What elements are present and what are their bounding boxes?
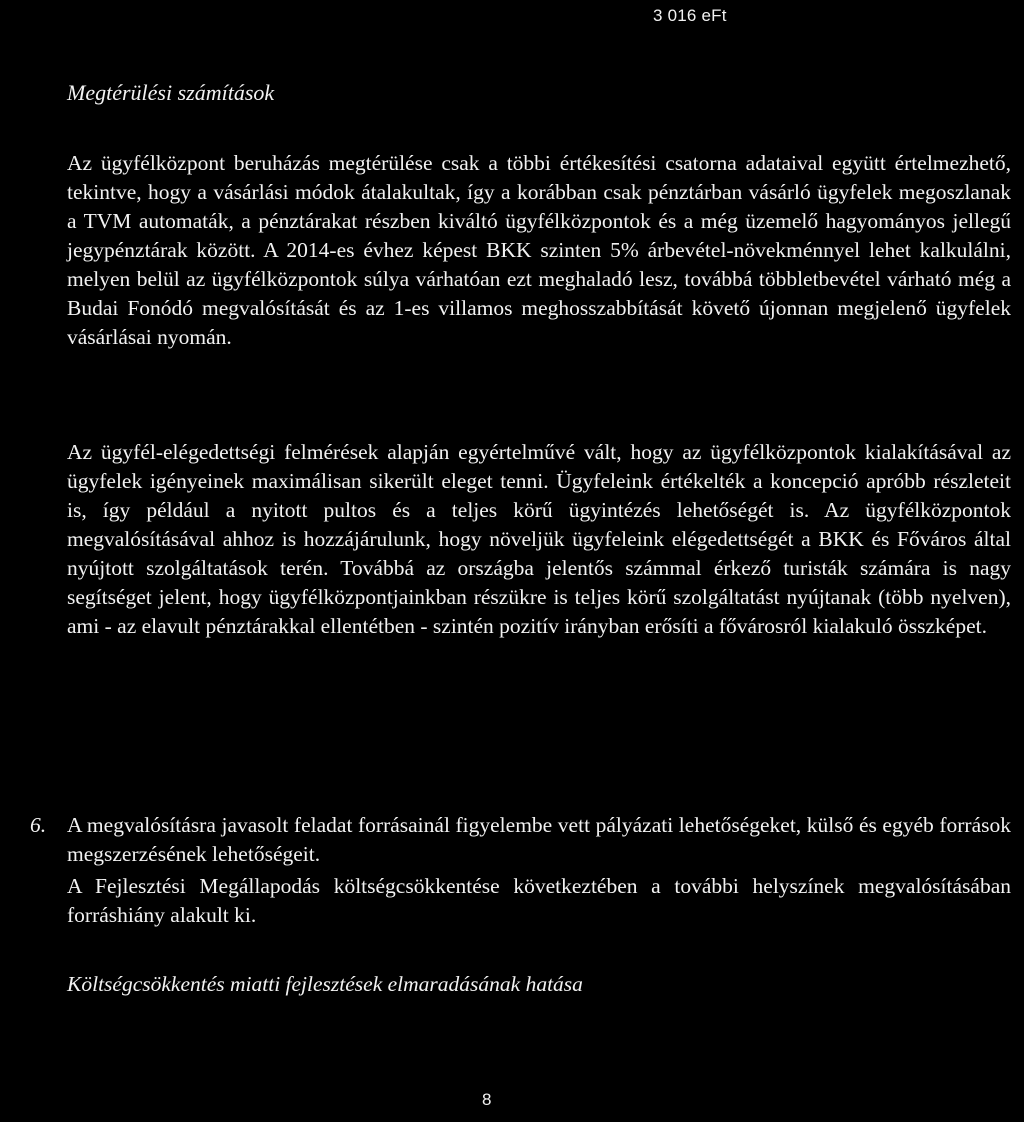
page-number: 8 (482, 1090, 492, 1109)
paragraph-funding-shortfall: A Fejlesztési Megállapodás költségcsökkentése következtében a további helyszínek megvalósításában forráshiány alakult ki. (67, 874, 1011, 927)
numbered-item-6 (30, 811, 1011, 869)
sub-heading: Költségcsökkentés miatti fejlesztések elmaradásának hatása (67, 972, 583, 996)
paragraph-customer-satisfaction: Az ügyfél-elégedettségi felmérések alapján egyértelművé vált, hogy az ügyfélközpontok kialakításával az ügyfelek igényeinek maximálisan sikerült eleget tenni. Ügyfeleink értékelték a koncepció apróbb részleteit is, így például a nyitott pultos és a teljes körű ügyintézés lehetőségét is. Az ügyfélközpontok megvalósításával ahhoz is hozzájárulunk, hogy növeljük ügyfeleink elégedettségét a BKK és Főváros által nyújtott szolgáltatások terén. Továbbá az országba jelentős számmal érkező turisták számára is nagy segítséget jelent, hogy ügyfélközpontjainkban részükre is teljes körű szolgáltatást nyújtanak (több nyelven), ami - az elavult pénztárakkal ellentétben - szintén pozitív irányban erősíti a fővárosról kialakuló összképet. (67, 440, 1011, 638)
section-heading: Megtérülési számítások (67, 80, 275, 105)
item-number: 6. (30, 813, 47, 837)
paragraph-return-calculation: Az ügyfélközpont beruházás megtérülése csak a többi értékesítési csatorna adataival együtt értelmezhető, tekintve, hogy a vásárlási módok átalakultak, így a korábban csak pénztárban vásárló ügyfelek megoszlanak a TVM automaták, a pénztárakat részben kiváltó ügyfélközpontok és a még üzemelő hagyományos jellegű jegypénztárak között. A 2014-es évhez képest BKK szinten 5% árbevétel-növekménnyel lehet kalkulálni, melyen belül az ügyfélközpontok súlya várhatóan ezt meghaladó lesz, továbbá többletbevétel várható még a Budai Fonódó megvalósítását és az 1-es villamos meghosszabbítását követő újonnan megjelenő ügyfelek vásárlásai nyomán. (67, 151, 1011, 349)
item-text: A megvalósításra javasolt feladat forrásainál figyelembe vett pályázati lehetőségeket, külső és egyéb források megszerzésének lehetőségeit. (67, 813, 1011, 866)
header-amount: 3 016 eFt (653, 6, 727, 25)
